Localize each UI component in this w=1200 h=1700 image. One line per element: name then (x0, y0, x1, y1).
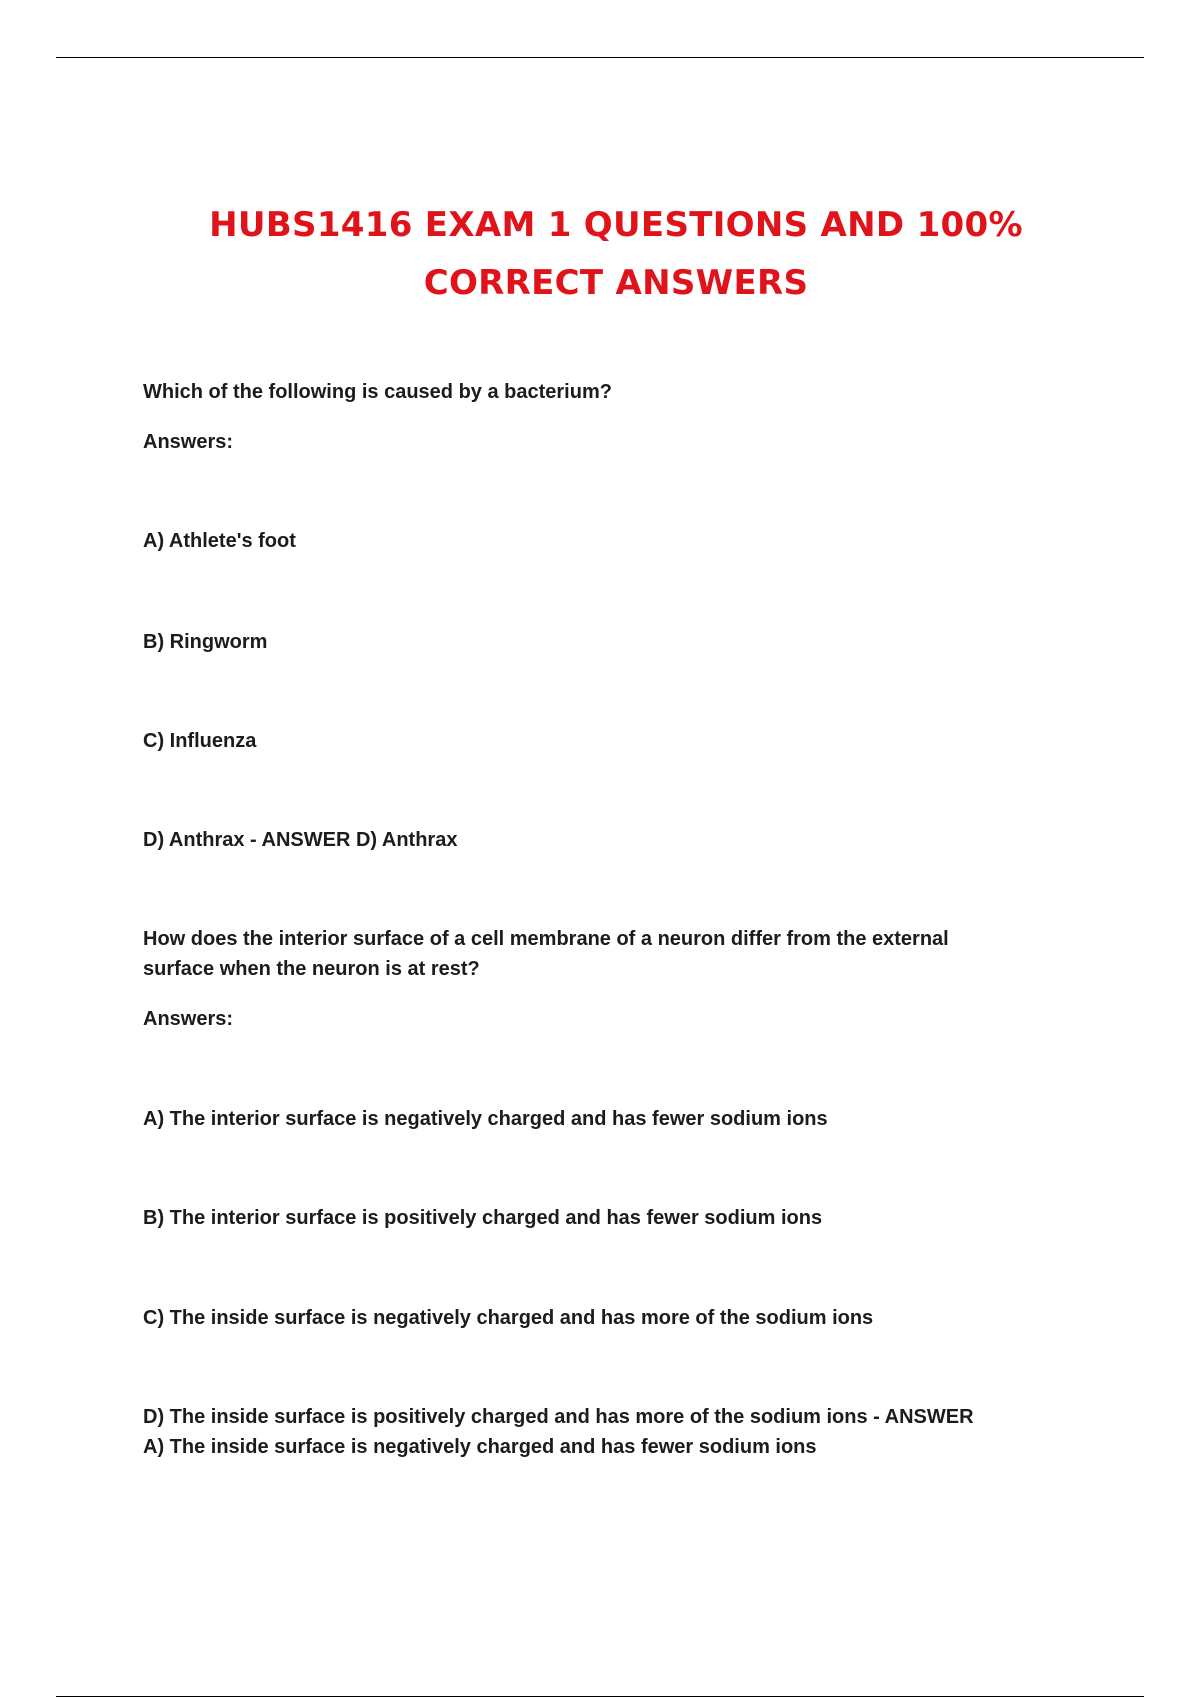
option-d-with-answer: D) Anthrax - ANSWER D) Anthrax (143, 829, 458, 851)
document-title (100, 196, 1132, 312)
bottom-rule (56, 1696, 1144, 1697)
title-line-2: CORRECT ANSWERS (423, 263, 809, 303)
answers-label: Answers: (143, 431, 234, 453)
answers-label: Answers: (143, 1008, 234, 1030)
option-d-answer-line-2: A) The inside surface is negatively charged and has fewer sodium ions (143, 1436, 817, 1458)
title-line-1: HUBS1416 EXAM 1 QUESTIONS AND 100% (209, 205, 1023, 245)
option-c: C) The inside surface is negatively charged and has more of the sodium ions (143, 1307, 874, 1329)
question-text-line-2: surface when the neuron is at rest? (143, 958, 480, 980)
option-c: C) Influenza (143, 730, 257, 752)
question-text-line-1: How does the interior surface of a cell membrane of a neuron differ from the external (143, 928, 949, 950)
top-rule (56, 57, 1144, 58)
option-b: B) The interior surface is positively charged and has fewer sodium ions (143, 1207, 823, 1229)
option-d-line-1: D) The inside surface is positively charged and has more of the sodium ions - ANSWER (143, 1406, 974, 1428)
option-a: A) The interior surface is negatively charged and has fewer sodium ions (143, 1108, 828, 1130)
question-text: Which of the following is caused by a bacterium? (143, 381, 612, 403)
option-b: B) Ringworm (143, 631, 268, 653)
option-a: A) Athlete's foot (143, 530, 296, 552)
